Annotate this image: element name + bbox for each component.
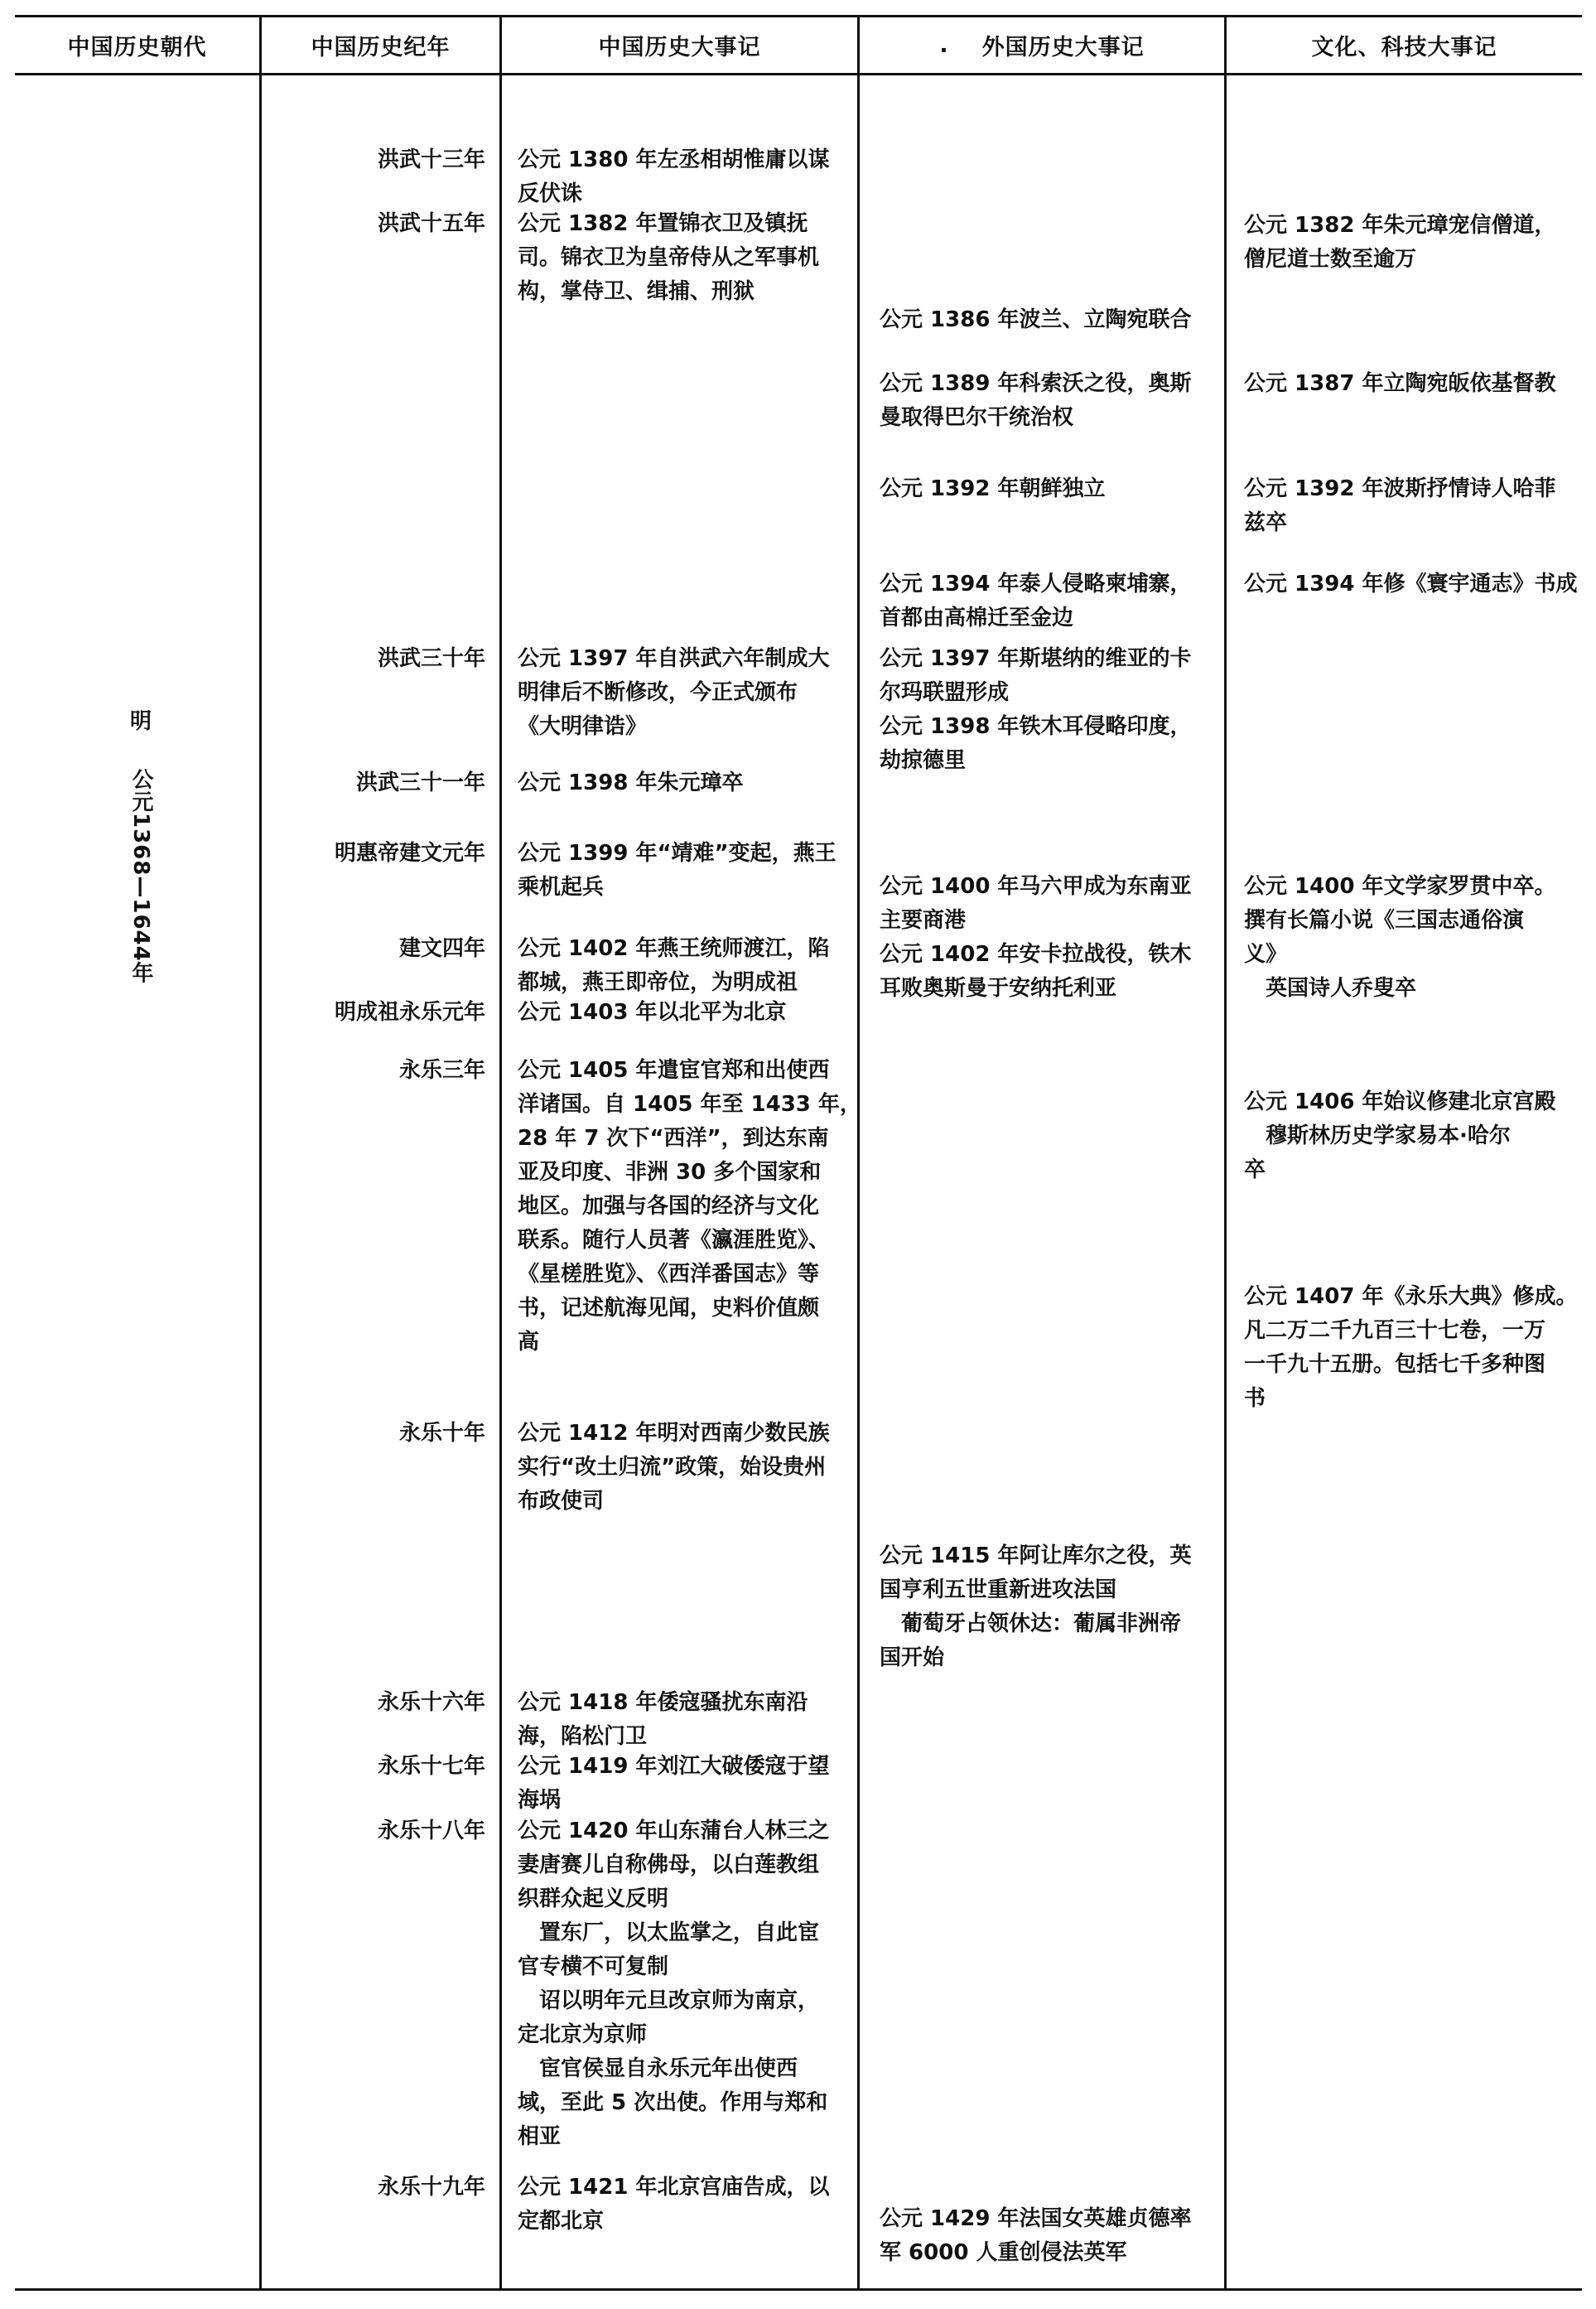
text-line: 公元 1387 年立陶宛皈依基督教 [1244, 371, 1556, 396]
dynasty-cell [124, 704, 157, 984]
text-line: 凡二万二千九百三十七卷，一万 [1244, 1318, 1546, 1343]
text-line: 域，至此 5 次出使。作用与郑和 [518, 2090, 828, 2115]
dynasty-name: 明 [129, 709, 152, 734]
text-line: 公元 1402 年燕王统师渡江，陷 [518, 936, 830, 961]
culture-event [1244, 367, 1555, 401]
culture-event [1244, 209, 1555, 277]
text-line: 英国诗人乔叟卒 [1244, 976, 1417, 1001]
china-event [518, 2171, 829, 2239]
text-line: 相亚 [518, 2124, 562, 2149]
text-line: 公元 1405 年遣宦官郑和出使西 [518, 1058, 830, 1083]
text-line: 公元 1389 年科索沃之役，奥斯 [880, 371, 1192, 396]
reign-year: 洪武十五年 [377, 211, 485, 236]
text-line: 公元 1397 年斯堪纳的维亚的卡 [880, 646, 1192, 671]
text-line: 书，记述航海见闻，史料价值颇 [518, 1296, 820, 1321]
foreign-event [880, 367, 1191, 435]
text-line: 公元 1386 年波兰、立陶宛联合 [880, 307, 1192, 332]
text-line: 海埚 [518, 1788, 562, 1813]
text-line: 公元 1415 年阿让库尔之役，英 [880, 1543, 1192, 1568]
text-line: 僧尼道士数至逾万 [1244, 247, 1417, 272]
china-event [518, 1417, 829, 1519]
text-line: 公元 1419 年刘江大破倭寇于望 [518, 1754, 830, 1779]
text-line: 尔玛联盟形成 [880, 680, 1010, 705]
text-line: 公元 1407 年《永乐大典》修成。 [1244, 1284, 1578, 1309]
text-line: 海，陷松门卫 [518, 1724, 648, 1749]
china-event [518, 143, 829, 211]
reign-year: 永乐十七年 [377, 1754, 485, 1779]
column-divider-2 [499, 15, 502, 2291]
text-line: 联系。随行人员著《瀛涯胜览》、 [518, 1228, 831, 1253]
text-line: 地区。加强与各国的经济与文化 [518, 1194, 820, 1219]
text-line: 公元 1420 年山东蒲台人林三之 [518, 1819, 830, 1843]
text-line: 公元 1398 年铁木耳侵略印度， [880, 714, 1192, 739]
dynasty-period: 公元1368—1644年 [128, 768, 153, 984]
culture-event [1244, 472, 1555, 540]
reign-column [262, 0, 485, 2309]
text-line: 高 [518, 1330, 540, 1355]
text-line: 定都北京 [518, 2209, 605, 2234]
table-top-border [15, 15, 1582, 17]
text-line: 耳败奥斯曼于安纳托利亚 [880, 976, 1117, 1001]
text-line: 公元 1421 年北京宫庙告成，以 [518, 2175, 830, 2200]
text-line: 亚及印度、非洲 30 多个国家和 [518, 1160, 822, 1185]
culture-event [1244, 1085, 1555, 1187]
china-event [518, 837, 837, 905]
reign-year: 洪武三十一年 [355, 770, 485, 795]
header-foreign-dot: . [939, 31, 949, 58]
header-reign-label: 中国历史纪年 [311, 34, 451, 60]
text-line: 公元 1429 年法国女英雄贞德率 [880, 2206, 1192, 2231]
foreign-event [880, 1539, 1191, 1675]
text-line: 一千九十五册。包括七千多种图 [1244, 1352, 1546, 1377]
foreign-event [880, 642, 1191, 778]
culture-event [1244, 1280, 1577, 1416]
header-culture-events [1227, 25, 1582, 65]
text-line: 公元 1400 年文学家罗贯中卒。 [1244, 874, 1556, 899]
text-line: 公元 1412 年明对西南少数民族 [518, 1421, 830, 1446]
text-line: 公元 1402 年安卡拉战役，铁木 [880, 942, 1192, 967]
text-line: 公元 1392 年朝鲜独立 [880, 476, 1106, 501]
reign-year: 洪武十三年 [377, 147, 485, 172]
text-line: 28 年 7 次下“西洋”，到达东南 [518, 1126, 829, 1151]
text-line: 司。锦衣卫为皇帝侍从之军事机 [518, 245, 820, 270]
text-line: 义》 [1244, 942, 1288, 967]
reign-year: 明成祖永乐元年 [334, 1000, 485, 1025]
china-event [518, 1750, 829, 1818]
culture-event [1244, 568, 1577, 601]
header-china-events [502, 25, 857, 65]
text-line: 诏以明年元旦改京师为南京， [518, 1988, 820, 2013]
text-line: 《大明律诰》 [518, 714, 648, 739]
foreign-event [880, 2202, 1191, 2270]
text-line: 定北京为京师 [518, 2022, 648, 2047]
header-dynasty [15, 25, 259, 65]
table-bottom-border [15, 2288, 1582, 2291]
text-line: 国开始 [880, 1645, 945, 1670]
text-line: 书 [1244, 1386, 1266, 1411]
reign-year: 永乐十九年 [377, 2175, 485, 2200]
text-line: 葡萄牙占领休达：葡属非洲帝 [880, 1611, 1182, 1636]
text-line: 公元 1406 年始议修建北京宫殿 [1244, 1089, 1556, 1114]
china-event [518, 207, 819, 309]
text-line: 妻唐赛儿自称佛母，以白莲教组 [518, 1853, 820, 1877]
china-event [518, 996, 786, 1030]
reign-year: 永乐十八年 [377, 1819, 485, 1843]
header-foreign-events-label: 外国历史大事记 [981, 34, 1145, 60]
foreign-event [880, 568, 1191, 635]
text-line: 公元 1382 年朱元璋宠信僧道， [1244, 213, 1556, 238]
text-line: 曼取得巴尔干统治权 [880, 405, 1074, 430]
culture-event [1244, 870, 1555, 1006]
reign-year: 洪武三十年 [377, 646, 485, 671]
text-line: 劫掠德里 [880, 748, 967, 773]
text-line: 实行“改土归流”政策，始设贵州 [518, 1455, 827, 1480]
text-line: 反伏诛 [518, 181, 583, 206]
text-line: 卒 [1244, 1157, 1266, 1182]
text-line: 兹卒 [1244, 510, 1288, 535]
china-event [518, 1054, 861, 1360]
text-line: 军 6000 人重创侵法英军 [880, 2240, 1127, 2265]
foreign-event [880, 870, 1191, 1006]
china-event [518, 642, 829, 744]
foreign-event [880, 472, 1105, 506]
text-line: 首都由高棉迁至金边 [880, 606, 1074, 630]
china-event [518, 1814, 829, 2154]
reign-year: 永乐十六年 [377, 1690, 485, 1715]
text-line: 国亨利五世重新进攻法国 [880, 1577, 1117, 1602]
text-line: 洋诸国。自 1405 年至 1433 年， [518, 1092, 861, 1117]
header-culture-events-label: 文化、科技大事记 [1311, 34, 1497, 60]
text-line: 公元 1380 年左丞相胡惟庸以谋 [518, 147, 830, 172]
text-line: 乘机起兵 [518, 875, 605, 900]
text-line: 公元 1394 年泰人侵略柬埔寨， [880, 572, 1192, 597]
header-foreign-events [860, 25, 1224, 65]
text-line: 公元 1398 年朱元璋卒 [518, 770, 744, 795]
text-line: 构，掌侍卫、缉捕、刑狱 [518, 279, 755, 304]
china-event [518, 1686, 808, 1754]
text-line: 撰有长篇小说《三国志通俗演 [1244, 908, 1525, 933]
text-line: 公元 1392 年波斯抒情诗人哈菲 [1244, 476, 1556, 501]
text-line: 公元 1399 年“靖难”变起，燕王 [518, 841, 837, 866]
text-line: 穆斯林历史学家易本·哈尔 [1244, 1123, 1511, 1148]
text-line: 公元 1400 年马六甲成为东南亚 [880, 874, 1192, 899]
text-line: 《星槎胜览》、《西洋番国志》等 [518, 1262, 820, 1287]
text-line: 都城，燕王即帝位，为明成祖 [518, 970, 798, 995]
text-line: 明律后不断修改，今正式颁布 [518, 680, 798, 705]
reign-year: 建文四年 [398, 936, 485, 961]
reign-year: 永乐十年 [398, 1421, 485, 1446]
header-china-events-label: 中国历史大事记 [598, 34, 761, 60]
text-line: 公元 1397 年自洪武六年制成大 [518, 646, 830, 671]
text-line: 宦官侯显自永乐元年出使西 [518, 2056, 798, 2081]
header-bottom-border [15, 73, 1582, 75]
text-line: 公元 1403 年以北平为北京 [518, 1000, 787, 1025]
reign-year: 永乐三年 [398, 1058, 485, 1083]
text-line: 织群众起义反明 [518, 1886, 669, 1911]
text-line: 公元 1382 年置锦衣卫及镇抚 [518, 211, 808, 236]
china-event [518, 766, 743, 800]
column-divider-4 [1224, 15, 1227, 2291]
header-dynasty-label: 中国历史朝代 [67, 34, 207, 60]
china-event [518, 932, 829, 1000]
text-line: 公元 1418 年倭寇骚扰东南沿 [518, 1690, 808, 1715]
foreign-event [880, 303, 1191, 337]
text-line: 布政使司 [518, 1489, 605, 1514]
text-line: 置东厂，以太监掌之，自此宦 [518, 1920, 820, 1945]
text-line: 公元 1394 年修《寰宇通志》书成 [1244, 572, 1578, 597]
text-line: 主要商港 [880, 908, 967, 933]
reign-year: 明惠帝建文元年 [334, 841, 485, 866]
text-line: 官专横不可复制 [518, 1954, 669, 1979]
